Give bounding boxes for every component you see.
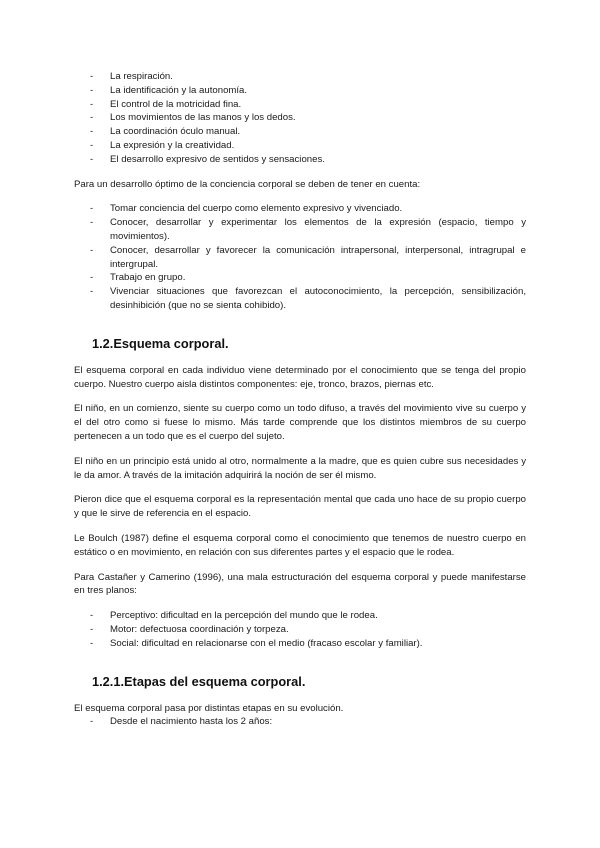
paragraph-esquema-3: El niño en un principio está unido al otro, normalmente a la madre, que es quien cubre sus necesidades y le da amor. A través de la imitación adquirirá la noción de ser él mismo. [74, 455, 526, 481]
paragraph-esquema-5: Le Boulch (1987) define el esquema corporal como el conocimiento que tenemos de nuestro cuerpo en estático o en movimiento, en relación con sus diferentes partes y el espacio que le rodea. [74, 532, 526, 558]
paragraph-esquema-2: El niño, en un comienzo, siente su cuerpo como un todo difuso, a través del movimiento vive su cuerpo y el del otro como si fuese lo mismo. Más tarde comprende que los distintos miembros de su cuerpo pertenecen a un todo que es el cuerpo del sujeto. [74, 403, 526, 442]
list-item: - El desarrollo expresivo de sentidos y sensaciones. [74, 153, 526, 167]
paragraph-esquema-4: Pieron dice que el esquema corporal es la representación mental que cada uno hace de su propio cuerpo y que le sirve de referencia en el espacio. [74, 494, 526, 520]
list-item: - La expresión y la creatividad. [74, 139, 526, 153]
bullet-list-etapas [74, 715, 526, 729]
list-item: - Conocer, desarrollar y favorecer la comunicación intrapersonal, interpersonal, intragrupal e intergrupal. [74, 244, 526, 272]
list-item: - Perceptivo: dificultad en la percepción del mundo que le rodea. [74, 609, 526, 623]
list-item: - Trabajo en grupo. [74, 271, 526, 285]
bullet-list-conciencia [74, 202, 526, 312]
paragraph-conciencia: Para un desarrollo óptimo de la conciencia corporal se deben de tener en cuenta: [74, 178, 421, 190]
bullet-list-intro [74, 70, 526, 167]
paragraph-esquema-1: El esquema corporal en cada individuo viene determinado por el conocimiento que se tenga del propio cuerpo. Nuestro cuerpo aisla distintos componentes: eje, tronco, brazos, piernas etc. [74, 364, 526, 390]
list-item: - La identificación y la autonomía. [74, 84, 526, 98]
list-item: - Conocer, desarrollar y experimentar los elementos de la expresión (espacio, tiempo y movimientos). [74, 216, 526, 244]
list-item: - Vivenciar situaciones que favorezcan el autoconocimiento, la percepción, sensibilización, desinhibición (que no se sienta cohibido). [74, 285, 526, 313]
bullet-list-planos [74, 609, 526, 650]
list-item: - La respiración. [74, 70, 526, 84]
list-item: - Motor: defectuosa coordinación y torpeza. [74, 623, 526, 637]
section-heading-esquema: 1.2.Esquema corporal. [92, 335, 229, 351]
list-item: - Tomar conciencia del cuerpo como elemento expresivo y vivenciado. [74, 202, 526, 216]
list-item: - La coordinación óculo manual. [74, 125, 526, 139]
list-item: - Los movimientos de las manos y los dedos. [74, 111, 526, 125]
paragraph-etapas: El esquema corporal pasa por distintas etapas en su evolución. [74, 702, 344, 714]
paragraph-esquema-6: Para Castañer y Camerino (1996), una mala estructuración del esquema corporal y puede manifestarse en tres planos: [74, 571, 526, 597]
list-item: - Social: dificultad en relacionarse con el medio (fracaso escolar y familiar). [74, 637, 526, 651]
list-item: - Desde el nacimiento hasta los 2 años: [74, 715, 526, 729]
section-heading-etapas: 1.2.1.Etapas del esquema corporal. [92, 673, 306, 689]
page-content [74, 70, 526, 729]
list-item: - El control de la motricidad fina. [74, 98, 526, 112]
